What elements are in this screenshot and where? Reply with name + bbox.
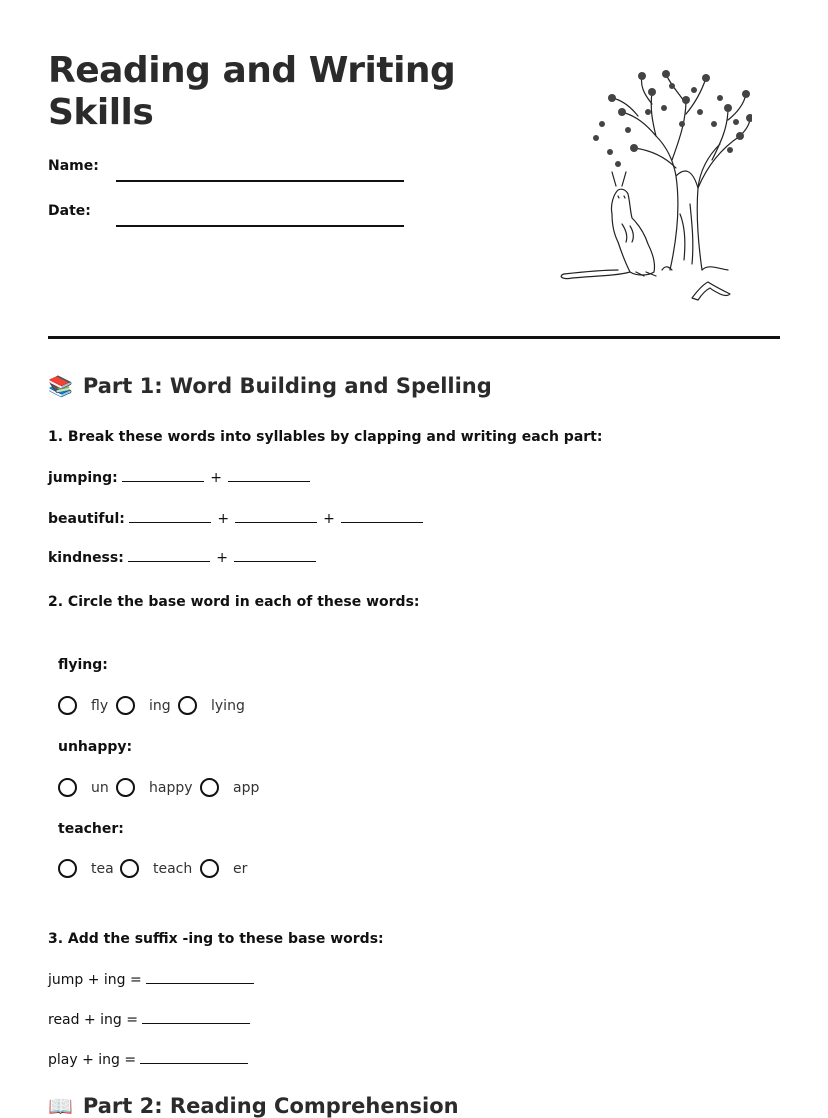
date-label: Date: bbox=[48, 203, 91, 219]
options-unhappy bbox=[58, 778, 259, 797]
books-icon: 📚 bbox=[48, 374, 73, 398]
option-tea[interactable] bbox=[58, 859, 120, 878]
name-field[interactable] bbox=[48, 158, 404, 174]
option-text: app bbox=[233, 779, 260, 796]
syllable-word-label: kindness: bbox=[48, 550, 124, 566]
part2-heading-text: Part 2: Reading Comprehension bbox=[82, 1094, 459, 1118]
option-happy[interactable] bbox=[116, 778, 200, 797]
option-teach[interactable] bbox=[120, 859, 200, 878]
option-text: happy bbox=[149, 779, 193, 796]
option-lying[interactable] bbox=[178, 696, 245, 715]
question-1-prompt: 1. Break these words into syllables by clapping and writing each part: bbox=[48, 429, 603, 445]
suffix-answer-blank[interactable] bbox=[142, 1011, 250, 1024]
option-text: er bbox=[233, 860, 248, 877]
syllable-word-label: beautiful: bbox=[48, 511, 125, 527]
option-un[interactable] bbox=[58, 778, 116, 797]
option-text: lying bbox=[211, 697, 245, 714]
option-text: fly bbox=[91, 697, 109, 714]
option-fly[interactable] bbox=[58, 696, 116, 715]
open-book-icon: 📖 bbox=[48, 1094, 73, 1118]
part1-heading bbox=[48, 374, 492, 398]
part1-heading-text: Part 1: Word Building and Spelling bbox=[82, 374, 492, 398]
part2-heading bbox=[48, 1094, 459, 1118]
syllable-blank[interactable] bbox=[128, 549, 210, 562]
plus-sign: + bbox=[217, 511, 230, 527]
plus-sign: + bbox=[323, 511, 335, 527]
syllable-blank[interactable] bbox=[129, 510, 211, 523]
radio-circle[interactable] bbox=[200, 859, 219, 878]
option-text: ing bbox=[149, 697, 171, 714]
syllable-word-label: jumping: bbox=[48, 470, 118, 486]
radio-circle[interactable] bbox=[116, 696, 135, 715]
syllable-row-jumping bbox=[48, 469, 310, 486]
date-field[interactable] bbox=[48, 203, 404, 219]
name-line[interactable] bbox=[116, 179, 404, 182]
suffix-expression: read + ing = bbox=[48, 1012, 138, 1028]
boomerang bbox=[692, 282, 730, 300]
options-teacher bbox=[58, 859, 247, 878]
options-flying bbox=[58, 696, 245, 715]
syllable-blank[interactable] bbox=[228, 469, 310, 482]
word-label-unhappy: unhappy: bbox=[58, 739, 133, 755]
option-er[interactable] bbox=[200, 859, 247, 878]
question-3-prompt: 3. Add the suffix -ing to these base words: bbox=[48, 931, 384, 947]
question-2-prompt: 2. Circle the base word in each of these words: bbox=[48, 594, 420, 610]
option-ing[interactable] bbox=[116, 696, 178, 715]
syllable-row-beautiful bbox=[48, 510, 423, 527]
radio-circle[interactable] bbox=[116, 778, 135, 797]
syllable-blank[interactable] bbox=[234, 549, 316, 562]
suffix-answer-blank[interactable] bbox=[140, 1051, 248, 1064]
option-text: teach bbox=[153, 860, 193, 877]
option-text: un bbox=[91, 779, 109, 796]
plus-sign: + bbox=[216, 550, 229, 566]
syllable-blank[interactable] bbox=[235, 510, 317, 523]
name-label: Name: bbox=[48, 158, 99, 174]
radio-circle[interactable] bbox=[120, 859, 139, 878]
suffix-row-read bbox=[48, 1011, 250, 1028]
word-label-flying: flying: bbox=[58, 657, 108, 673]
radio-circle[interactable] bbox=[200, 778, 219, 797]
syllable-row-kindness bbox=[48, 549, 316, 566]
radio-circle[interactable] bbox=[58, 778, 77, 797]
suffix-expression: play + ing = bbox=[48, 1052, 137, 1068]
word-label-teacher: teacher: bbox=[58, 821, 124, 837]
suffix-row-jump bbox=[48, 971, 254, 988]
option-app[interactable] bbox=[200, 778, 259, 797]
syllable-blank[interactable] bbox=[122, 469, 204, 482]
suffix-row-play bbox=[48, 1051, 248, 1068]
section-divider bbox=[48, 336, 780, 339]
page-title: Reading and Writing Skills bbox=[48, 50, 456, 133]
option-text: tea bbox=[91, 860, 114, 877]
suffix-answer-blank[interactable] bbox=[146, 971, 254, 984]
suffix-expression: jump + ing = bbox=[48, 972, 142, 988]
date-line[interactable] bbox=[116, 224, 404, 227]
plus-sign: + bbox=[210, 470, 222, 486]
syllable-blank[interactable] bbox=[341, 510, 423, 523]
radio-circle[interactable] bbox=[58, 696, 77, 715]
radio-circle[interactable] bbox=[178, 696, 197, 715]
tree-kangaroo-illustration bbox=[552, 64, 752, 304]
radio-circle[interactable] bbox=[58, 859, 77, 878]
